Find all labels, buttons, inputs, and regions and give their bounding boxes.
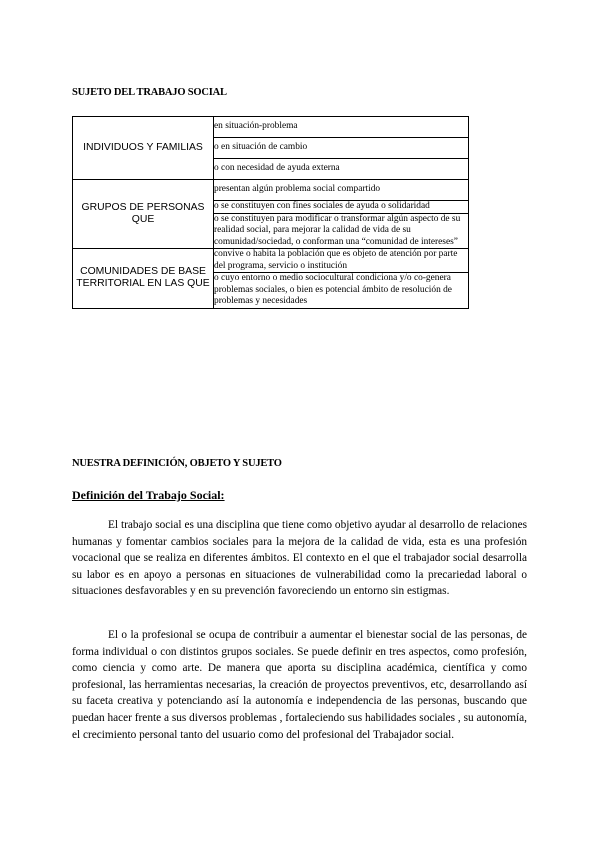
group-label: COMUNIDADES DE BASE TERRITORIAL EN LAS QUE xyxy=(73,249,214,309)
group-label: INDIVIDUOS Y FAMILIAS xyxy=(73,117,214,180)
table-heading: SUJETO DEL TRABAJO SOCIAL xyxy=(72,87,227,98)
section-heading: NUESTRA DEFINICIÓN, OBJETO Y SUJETO xyxy=(72,458,282,469)
table-row xyxy=(73,249,469,273)
group-item: o en situación de cambio xyxy=(214,138,469,159)
group-item: o se constituyen con fines sociales de ayuda o solidaridad xyxy=(214,201,469,214)
group-label: GRUPOS DE PERSONAS QUE xyxy=(73,180,214,249)
group-item: presentan algún problema social compartido xyxy=(214,180,469,201)
group-item: en situación-problema xyxy=(214,117,469,138)
paragraph: El trabajo social es una disciplina que tiene como objetivo ayudar al desarrollo de relaciones humanas y fomentar cambios sociales para la mejora de la calidad de vida, esta es una profesión vocacional que se realiza en diferentes ámbitos. El contexto en el que el trabajador social desarrolla su labor es en apoyo a personas en situaciones de vulnerabilidad como la precariedad laboral o situaciones desfavorables y en su prevención favoreciendo un entorno sin estigmas. xyxy=(72,519,527,598)
paragraph: El o la profesional se ocupa de contribuir a aumentar el bienestar social de las personas, de forma individual o con distintos grupos sociales. Se puede definir en tres aspectos, como profesión, como ciencia y como arte. De manera que aporta su disciplina académica, científica y como profesional, las herramientas necesarias, la creación de proyectos preventivos, etc, desarrollando así su faceta creativa y potenciando así la autonomía e independencia de las personas, buscando que puedan hacer frente a sus diversos problemas , fortaleciendo sus habilidades sociales , su autonomía, el crecimiento personal tanto del usuario como del profesional del Trabajador social. xyxy=(72,629,527,741)
group-item: convive o habita la población que es objeto de atención por parte del programa, servicio o institución xyxy=(214,249,469,273)
group-item: o cuyo entorno o medio sociocultural condiciona y/o co-genera problemas sociales, o bien es potencial ámbito de resolución de problemas y necesidades xyxy=(214,273,469,309)
group-item: o con necesidad de ayuda externa xyxy=(214,159,469,180)
definition-title: Definición del Trabajo Social: xyxy=(72,488,225,502)
subject-table xyxy=(72,116,469,309)
group-item: o se constituyen para modificar o transformar algún aspecto de su realidad social, para mejorar la calidad de vida de su comunidad/sociedad, o conforman una “comunidad de intereses” xyxy=(214,213,469,249)
table-row xyxy=(73,180,469,201)
table-row xyxy=(73,117,469,138)
